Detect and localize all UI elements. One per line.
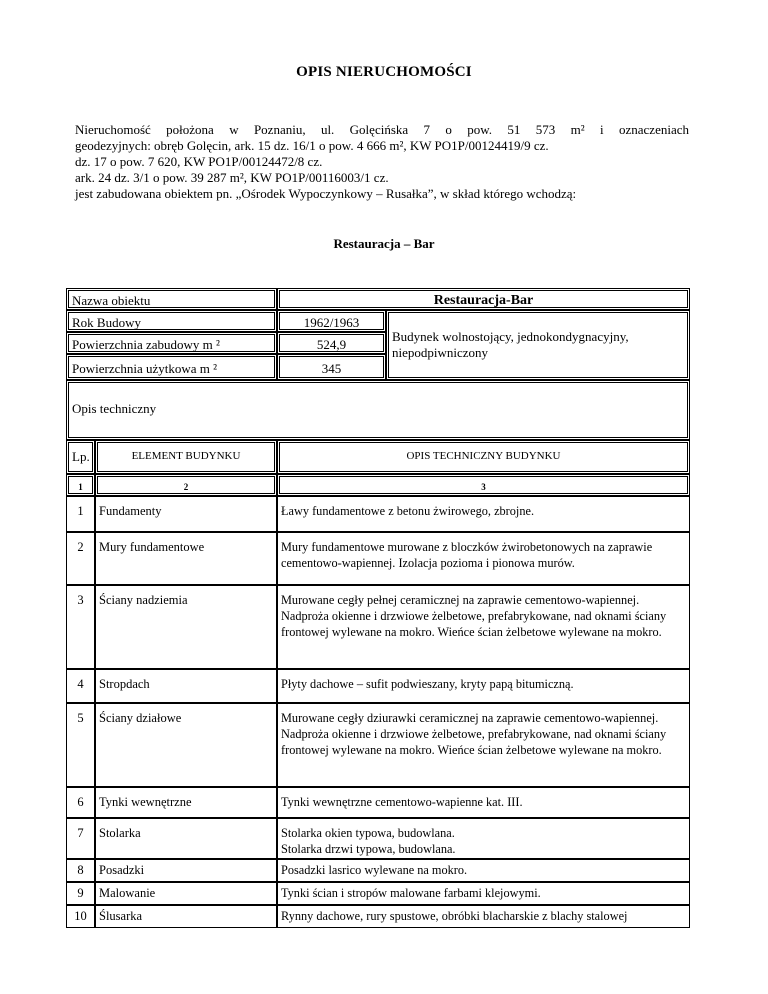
- section-subtitle: Restauracja – Bar: [333, 236, 435, 251]
- page-title: OPIS NIERUCHOMOŚCI: [296, 64, 472, 80]
- row-element: Ślusarka: [95, 905, 277, 928]
- header-description: OPIS TECHNICZNY BUDYNKU: [277, 440, 690, 474]
- row-element: Mury fundamentowe: [95, 532, 277, 585]
- row-desc: Mury fundamentowe murowane z bloczków żwirobetonowych na zaprawie cementowo-wapiennej. Izolacja pozioma i pionowa murów.: [277, 532, 690, 585]
- col-number-3: 3: [277, 474, 690, 496]
- row-desc: Stolarka okien typowa, budowlana. Stolarka drzwi typowa, budowlana.: [277, 818, 690, 859]
- row-element: Posadzki: [95, 859, 277, 882]
- header-element: ELEMENT BUDYNKU: [95, 440, 277, 474]
- usable-area-label: Powierzchnia użytkowa m ²: [66, 354, 277, 380]
- year-label: Rok Budowy: [66, 310, 277, 332]
- row-lp: 10: [66, 905, 95, 928]
- built-area-label: Powierzchnia zabudowy m ²: [66, 332, 277, 354]
- row-desc: Murowane cegły dziurawki ceramicznej na zaprawie cementowo-wapiennej. Nadproża okienne i drzwiowe żelbetowe, prefabrykowane, nad oknami ściany frontowej wylewane na mokro. Wieńce ścian żelbetowe wylewane na mokro.: [277, 703, 690, 787]
- row-lp: 5: [66, 703, 95, 787]
- row-desc: Tynki wewnętrzne cementowo-wapienne kat. III.: [277, 787, 690, 818]
- row-desc: Posadzki lasrico wylewane na mokro.: [277, 859, 690, 882]
- row-lp: 3: [66, 585, 95, 669]
- row-lp: 9: [66, 882, 95, 905]
- usable-area-value: 345: [277, 354, 386, 380]
- built-area-value: 524,9: [277, 332, 386, 354]
- name-value: Restauracja-Bar: [277, 288, 690, 310]
- building-description-text: Budynek wolnostojący, jednokondygnacyjny, niepodpiwniczony: [392, 329, 629, 360]
- row-desc: Murowane cegły pełnej ceramicznej na zaprawie cementowo-wapiennej. Nadproża okienne i drzwiowe żelbetowe, prefabrykowane, nad oknami ściany frontowej wylewane na mokro. Wieńce ścian żelbetowe wylewane na mokro.: [277, 585, 690, 669]
- intro-line-1: Nieruchomość położona w Poznaniu, ul. Golęcińska 7 o pow. 51 573 m² i oznaczeniach: [75, 122, 689, 137]
- row-desc: Ławy fundamentowe z betonu żwirowego, zbrojne.: [277, 496, 690, 532]
- row-lp: 6: [66, 787, 95, 818]
- row-lp: 8: [66, 859, 95, 882]
- col-number-1: 1: [66, 474, 95, 496]
- tech-label: Opis techniczny: [66, 380, 690, 440]
- row-lp: 4: [66, 669, 95, 703]
- row-element: Fundamenty: [95, 496, 277, 532]
- row-desc: Rynny dachowe, rury spustowe, obróbki blacharskie z blachy stalowej: [277, 905, 690, 928]
- col-number-2: 2: [95, 474, 277, 496]
- row-lp: 7: [66, 818, 95, 859]
- row-desc: Tynki ścian i stropów malowane farbami klejowymi.: [277, 882, 690, 905]
- row-element: Ściany działowe: [95, 703, 277, 787]
- intro-line-4: ark. 24 dz. 3/1 o pow. 39 287 m², KW PO1P/00116003/1 cz.: [75, 170, 389, 185]
- row-element: Malowanie: [95, 882, 277, 905]
- row-element: Ściany nadziemia: [95, 585, 277, 669]
- row-lp: 2: [66, 532, 95, 585]
- header-lp: Lp.: [66, 440, 95, 474]
- intro-paragraph: [75, 122, 689, 202]
- intro-line-5: jest zabudowana obiektem pn. „Ośrodek Wypoczynkowy – Rusałka”, w skład którego wchodzą:: [75, 186, 577, 201]
- row-element: Stropdach: [95, 669, 277, 703]
- name-label: Nazwa obiektu: [66, 288, 277, 310]
- building-description: [386, 310, 690, 380]
- intro-line-2: geodezyjnych: obręb Golęcin, ark. 15 dz. 16/1 o pow. 4 666 m², KW PO1P/00124419/9 cz.: [75, 138, 549, 153]
- row-lp: 1: [66, 496, 95, 532]
- row-element: Tynki wewnętrzne: [95, 787, 277, 818]
- intro-line-3: dz. 17 o pow. 7 620, KW PO1P/00124472/8 cz.: [75, 154, 323, 169]
- row-desc: Płyty dachowe – sufit podwieszany, kryty papą bitumiczną.: [277, 669, 690, 703]
- year-value: 1962/1963: [277, 310, 386, 332]
- row-element: Stolarka: [95, 818, 277, 859]
